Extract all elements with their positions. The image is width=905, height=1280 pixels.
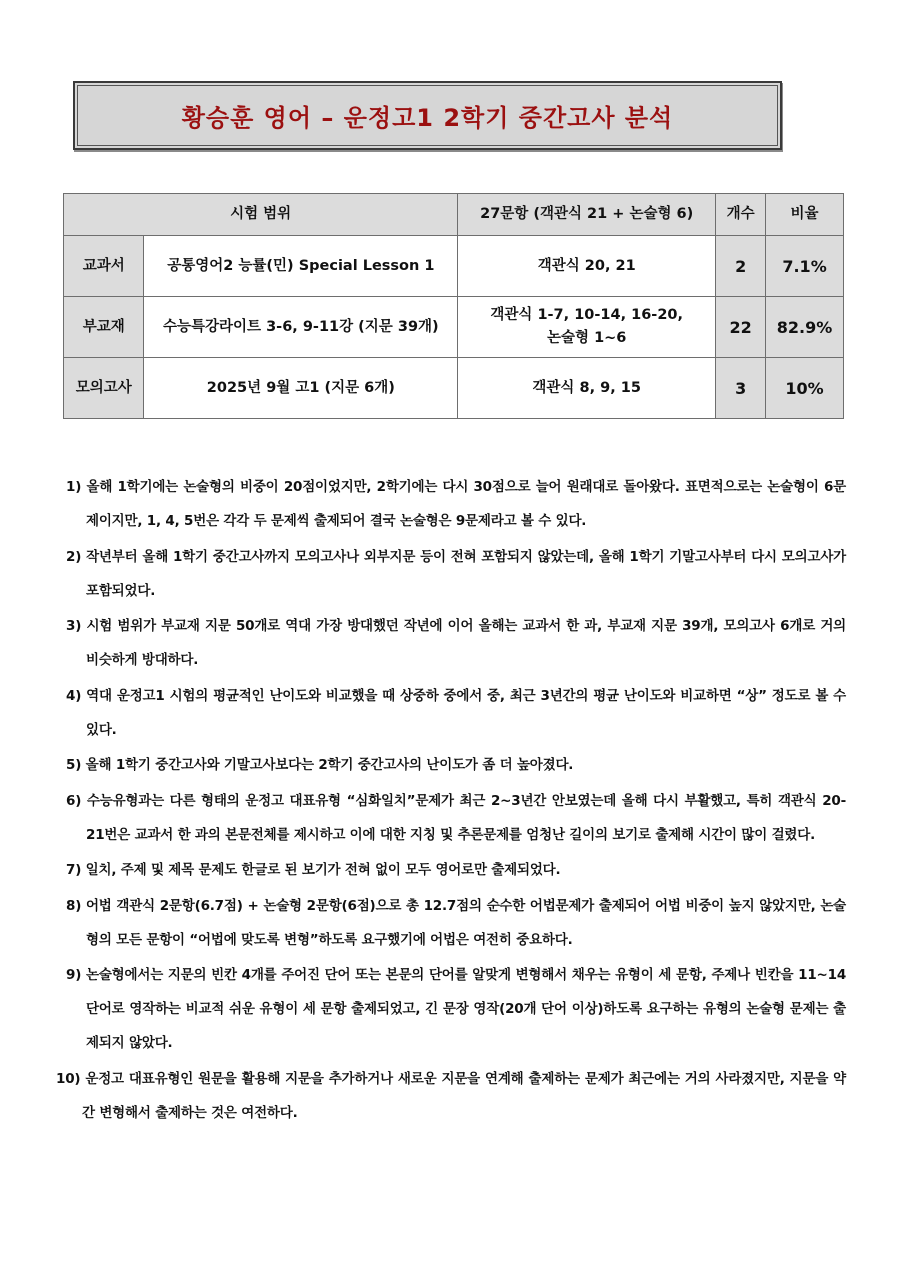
note-item bbox=[66, 889, 846, 957]
row-questions-line1: 객관식 1-7, 10-14, 16-20, bbox=[490, 307, 684, 323]
row-scope: 2025년 9월 고1 (지문 6개) bbox=[144, 358, 458, 419]
note-text: 어법 객관식 2문항(6.7점) + 논술형 2문항(6점)으로 총 12.7점의 순수한 어법문제가 출제되어 어법 비중이 높지 않았지만, 논술형의 모든 문항이 “어법에 맞도록 변형”하도록 요구했기에 어법은 여전히 중요하다. bbox=[85, 897, 846, 948]
note-number: 5) bbox=[66, 757, 82, 773]
note-item bbox=[66, 540, 846, 608]
note-item bbox=[66, 470, 846, 538]
note-item bbox=[66, 958, 846, 1060]
row-count: 2 bbox=[716, 236, 766, 297]
exam-scope-table bbox=[63, 193, 844, 419]
row-questions: 객관식 8, 9, 15 bbox=[458, 358, 716, 419]
row-ratio: 82.9% bbox=[766, 297, 844, 358]
row-category: 교과서 bbox=[64, 236, 144, 297]
row-ratio: 10% bbox=[766, 358, 844, 419]
note-text: 논술형에서는 지문의 빈칸 4개를 주어진 단어 또는 본문의 단어를 알맞게 변형해서 채우는 유형이 세 문항, 주제나 빈칸을 11~14단어로 영작하는 비교적 쉬운 유형이 세 문항 출제되었고, 긴 문장 영작(20개 단어 이상)하도록 요구하는 유형의 논술형 문제는 출제되지 않았다. bbox=[85, 967, 847, 1051]
analysis-notes bbox=[56, 470, 847, 1131]
title-box bbox=[73, 81, 782, 150]
note-number: 2) bbox=[66, 548, 82, 565]
header-ratio: 비율 bbox=[766, 194, 844, 236]
table-row bbox=[64, 358, 844, 419]
note-item bbox=[66, 784, 846, 852]
row-questions: 객관식 20, 21 bbox=[458, 236, 716, 297]
table-row bbox=[64, 297, 844, 358]
note-item bbox=[66, 679, 846, 747]
note-text: 시험 범위가 부교재 지문 50개로 역대 가장 방대했던 작년에 이어 올해는 교과서 한 과, 부교재 지문 39개, 모의고사 6개로 거의 비슷하게 방대하다. bbox=[86, 618, 846, 668]
note-text: 역대 운정고1 시험의 평균적인 난이도와 비교했을 때 상중하 중에서 중, 최근 3년간의 평균 난이도와 비교하면 “상” 정도로 볼 수 있다. bbox=[86, 687, 846, 738]
note-item bbox=[56, 1062, 846, 1130]
header-scope: 시험 범위 bbox=[64, 194, 458, 236]
note-text: 작년부터 올해 1학기 중간고사까지 모의고사나 외부지문 등이 전혀 포함되지 않았는데, 올해 1학기 기말고사부터 다시 모의고사가 포함되었다. bbox=[86, 548, 847, 599]
note-number: 7) bbox=[66, 862, 82, 878]
title-inner-border bbox=[77, 85, 778, 146]
note-item bbox=[66, 609, 846, 677]
row-questions-line2: 논술형 1~6 bbox=[547, 330, 627, 346]
note-number: 6) bbox=[66, 792, 82, 809]
note-number: 9) bbox=[66, 967, 82, 983]
note-text: 운정고 대표유형인 원문을 활용해 지문을 추가하거나 새로운 지문을 연계해 출제하는 문제가 최근에는 거의 사라졌지만, 지문을 약간 변형해서 출제하는 것은 여전하다. bbox=[82, 1070, 847, 1121]
note-item bbox=[66, 748, 846, 782]
note-text: 올해 1학기에는 논술형의 비중이 20점이었지만, 2학기에는 다시 30점으로 늘어 원래대로 돌아왔다. 표면적으로는 논술형이 6문제이지만, 1, 4, 5번은 각각 두 문제씩 출제되어 결국 논술형은 9문제라고 볼 수 있다. bbox=[86, 479, 847, 529]
row-scope: 공통영어2 능률(민) Special Lesson 1 bbox=[144, 236, 458, 297]
row-count: 22 bbox=[716, 297, 766, 358]
table-row bbox=[64, 236, 844, 297]
header-count: 개수 bbox=[716, 194, 766, 236]
note-number: 8) bbox=[66, 897, 82, 914]
row-ratio: 7.1% bbox=[766, 236, 844, 297]
page-title: 황승훈 영어 – 운정고1 2학기 중간고사 분석 bbox=[181, 104, 674, 132]
row-count: 3 bbox=[716, 358, 766, 419]
row-category: 모의고사 bbox=[64, 358, 144, 419]
note-text: 수능유형과는 다른 형태의 운정고 대표유형 “심화일치”문제가 최근 2~3년간 안보였는데 올해 다시 부활했고, 특히 객관식 20-21번은 교과서 한 과의 본문전체를 제시하고 이에 대한 지칭 및 추론문제를 엄청난 길이의 보기로 출제해 시간이 많이 걸렸다. bbox=[86, 792, 846, 843]
row-scope: 수능특강라이트 3-6, 9-11강 (지문 39개) bbox=[144, 297, 458, 358]
row-questions bbox=[458, 297, 716, 358]
note-number: 10) bbox=[56, 1070, 81, 1087]
header-questions: 27문항 (객관식 21 + 논술형 6) bbox=[458, 194, 716, 236]
row-category: 부교재 bbox=[64, 297, 144, 358]
note-text: 일치, 주제 및 제목 문제도 한글로 된 보기가 전혀 없이 모두 영어로만 출제되었다. bbox=[85, 862, 561, 878]
note-number: 1) bbox=[66, 479, 82, 495]
note-number: 4) bbox=[66, 687, 82, 704]
note-number: 3) bbox=[66, 618, 82, 634]
note-item bbox=[66, 853, 846, 887]
note-text: 올해 1학기 중간고사와 기말고사보다는 2학기 중간고사의 난이도가 좀 더 높아졌다. bbox=[85, 757, 574, 773]
table-header-row bbox=[64, 194, 844, 236]
